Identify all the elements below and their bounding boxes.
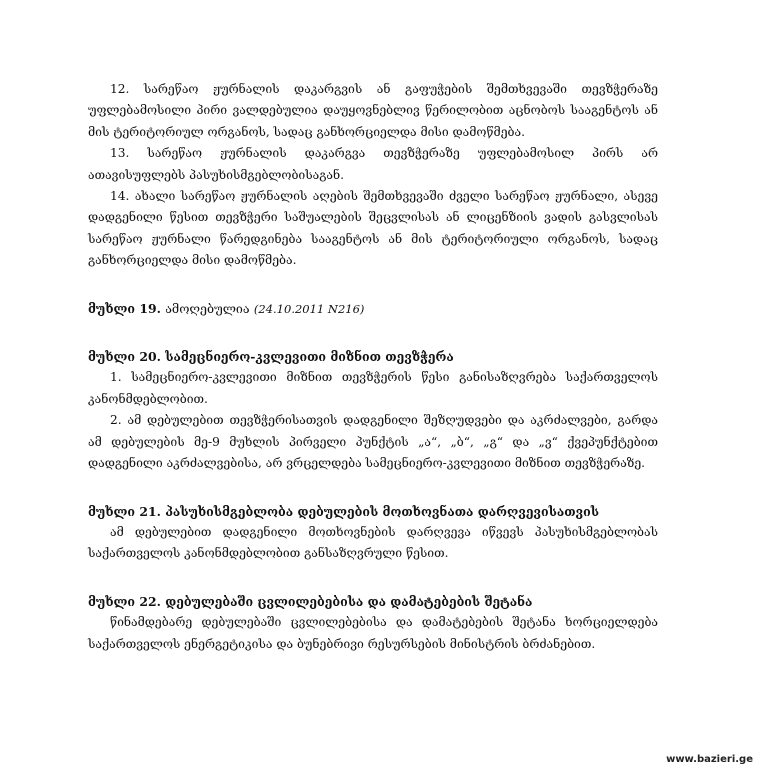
article-21-paragraph-1: ამ დებულებით დადგენილი მოთხოვნების დარღვევა იწვევს პასუხისმგებლობას საქართველოს კანონმდებლობით განსაზღვრული წესით. [88, 524, 658, 561]
article-20-paragraph-1: 1. სამეცნიერო-კვლევითი მიზნით თევზჭერის წესი განისაზღვრება საქართველოს კანონმდებლობით. [88, 370, 658, 406]
article-22-heading: მუხლი 22. დებულებაში ცვლილებებისა და დამატებების შეტანა [88, 593, 533, 609]
paragraph-14: 14. ახალი სარეწაო ჟურნალის აღების შემთხვევაში ძველი სარეწაო ჟურნალი, ასევე დადგენილი წესით თევზჭერი საშუალების შეცვლისას ან ლიცენზიის ვადის გასვლისას სარეწაო ჟურნალი წარედგინება სააგენტოს ან მის ტერიტორიული ორგანოს, სადაც განხორციელდა მისი დამოწმება. [88, 189, 658, 268]
footer-website-url: www.bazieri.ge [666, 754, 753, 765]
article-19 [88, 298, 658, 320]
article-19-text: ამოღებულია [165, 300, 250, 316]
paragraph-13: 13. სარეწაო ჟურნალის დაკარგვა თევზჭერაზე უფლებამოსილ პირს არ ათავისუფლებს პასუხისმგებლობისაგან. [88, 146, 658, 182]
article-20-heading: მუხლი 20. სამეცნიერო-კვლევითი მიზნით თევზჭერა [88, 349, 454, 365]
article-19-label: მუხლი 19. [88, 300, 161, 316]
article-20-paragraph-2: 2. ამ დებულებით თევზჭერისათვის დადგენილი შეზღუდვები და აკრძალვები, გარდა ამ დებულების მე-9 მუხლის პირველი პუნქტის „ა“, „ბ“, „გ“ და „ვ“ ქვეპუნქტებით დადგენილი აკრძალვებისა, არ ვრცელდება სამეცნიერო-კვლევითი მიზნით თევზჭერაზე. [88, 413, 658, 471]
document-body [88, 79, 658, 655]
article-22-paragraph-1: წინამდებარე დებულებაში ცვლილებებისა და დამატებების შეტანა ხორციელდება საქართველოს ენერგეტიკისა და ბუნებრივი რესურსების მინისტრის ბრძანებით. [88, 615, 658, 651]
article-19-note: (24.10.2011 N216) [253, 301, 365, 316]
article-21-heading: მუხლი 21. პასუხისმგებლობა დებულების მოთხოვნათა დარღვევისათვის [88, 503, 599, 519]
paragraph-12: 12. სარეწაო ჟურნალის დაკარგვის ან გაფუჭების შემთხვევაში თევზჭერაზე უფლებამოსილი პირი ვალდებულია დაუყოვნებლივ წერილობით აცნობოს სააგენტოს ან მის ტერიტორიულ ორგანოს, სადაც განხორციელდა მისი დამოწმება. [88, 82, 658, 139]
